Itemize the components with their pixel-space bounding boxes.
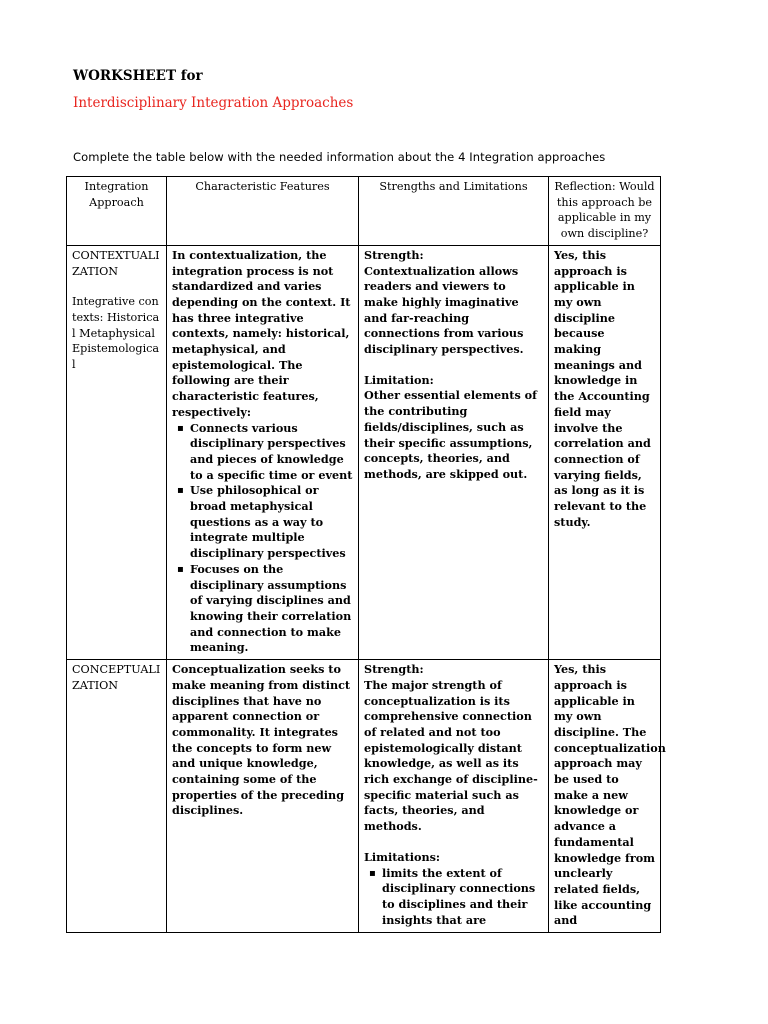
approach-note: Integrative contexts: Historical Metaphysical Epistemological xyxy=(72,295,160,372)
approach-name: CONTEXTUALIZATION xyxy=(72,248,160,278)
table-row xyxy=(67,660,661,933)
approach-cell xyxy=(67,245,167,659)
approach-name: CONCEPTUALIZATION xyxy=(72,663,161,692)
features-intro: Conceptualization seeks to make meaning from distinct disciplines that have no apparent connection or commonality. It integrates the concepts to form new and unique knowledge, containing some of the properties of the preceding disciplines. xyxy=(172,662,351,818)
strength-text: Contextualization allows readers and viewers to make highly imaginative and far-reaching connections from various disciplinary perspectives. xyxy=(364,263,524,357)
features-cell xyxy=(167,245,359,659)
limitation-label: Limitation: xyxy=(364,372,434,387)
strengths-cell xyxy=(359,245,549,659)
limitations-list xyxy=(364,866,543,929)
limitation-text: Other essential elements of the contributing fields/disciplines, such as their specific assumptions, concepts, theories, and methods, are skipped out. xyxy=(364,388,537,481)
integration-approaches-table xyxy=(66,176,666,933)
header-characteristic-features: Characteristic Features xyxy=(167,177,359,246)
instruction-text: Complete the table below with the needed information about the 4 Integration approaches xyxy=(73,150,606,164)
features-list xyxy=(172,421,353,657)
list-item: ▪ Focuses on the disciplinary assumptions of varying disciplines and knowing their correlation and connection to make meaning. xyxy=(190,562,353,656)
table-header-row xyxy=(67,177,661,246)
table-row xyxy=(67,245,661,659)
strengths-cell xyxy=(359,660,549,933)
features-intro: In contextualization, the integration process is not standardized and varies depending on the context. It has three integrative contexts, namely: historical, metaphysical, and epistemological. The following are their characteristic features, respectively: xyxy=(172,247,351,419)
reflection-cell xyxy=(549,245,661,659)
header-reflection: Reflection: Would this approach be applicable in my own discipline? xyxy=(549,177,661,246)
header-strengths-limitations: Strengths and Limitations xyxy=(359,177,549,246)
strength-label: Strength: xyxy=(364,247,424,262)
worksheet-subtitle: Interdisciplinary Integration Approaches xyxy=(73,95,354,111)
strength-text: The major strength of conceptualization is its comprehensive connection of related and not too epistemologically distant knowledge, as well as its rich exchange of discipline-specific material such as facts, theories, and methods. xyxy=(364,677,538,834)
strength-label: Strength: xyxy=(364,662,424,677)
features-cell xyxy=(167,660,359,933)
limitation-label: Limitations: xyxy=(364,849,441,864)
reflection-text: Yes, this approach is applicable in my own discipline. The conceptualization approach may be used to make a new knowledge or advance a fundamental knowledge from unclearly related fields, like accounting and xyxy=(554,662,666,928)
approach-cell xyxy=(67,660,167,933)
reflection-cell xyxy=(549,660,666,933)
list-item: ▪ limits the extent of disciplinary connections to disciplines and their insights that are xyxy=(382,866,543,929)
list-item: ▪ Connects various disciplinary perspectives and pieces of knowledge to a specific time or event xyxy=(190,421,353,484)
worksheet-title: WORKSHEET for xyxy=(73,68,203,84)
header-integration-approach: Integration Approach xyxy=(67,177,167,246)
list-item: ▪ Use philosophical or broad metaphysical questions as a way to integrate multiple disciplinary perspectives xyxy=(190,483,353,562)
reflection-text: Yes, this approach is applicable in my own discipline because making meanings and knowledge in the Accounting field may involve the correlation and connection of varying fields, as long as it is relevant to the study. xyxy=(554,247,651,529)
